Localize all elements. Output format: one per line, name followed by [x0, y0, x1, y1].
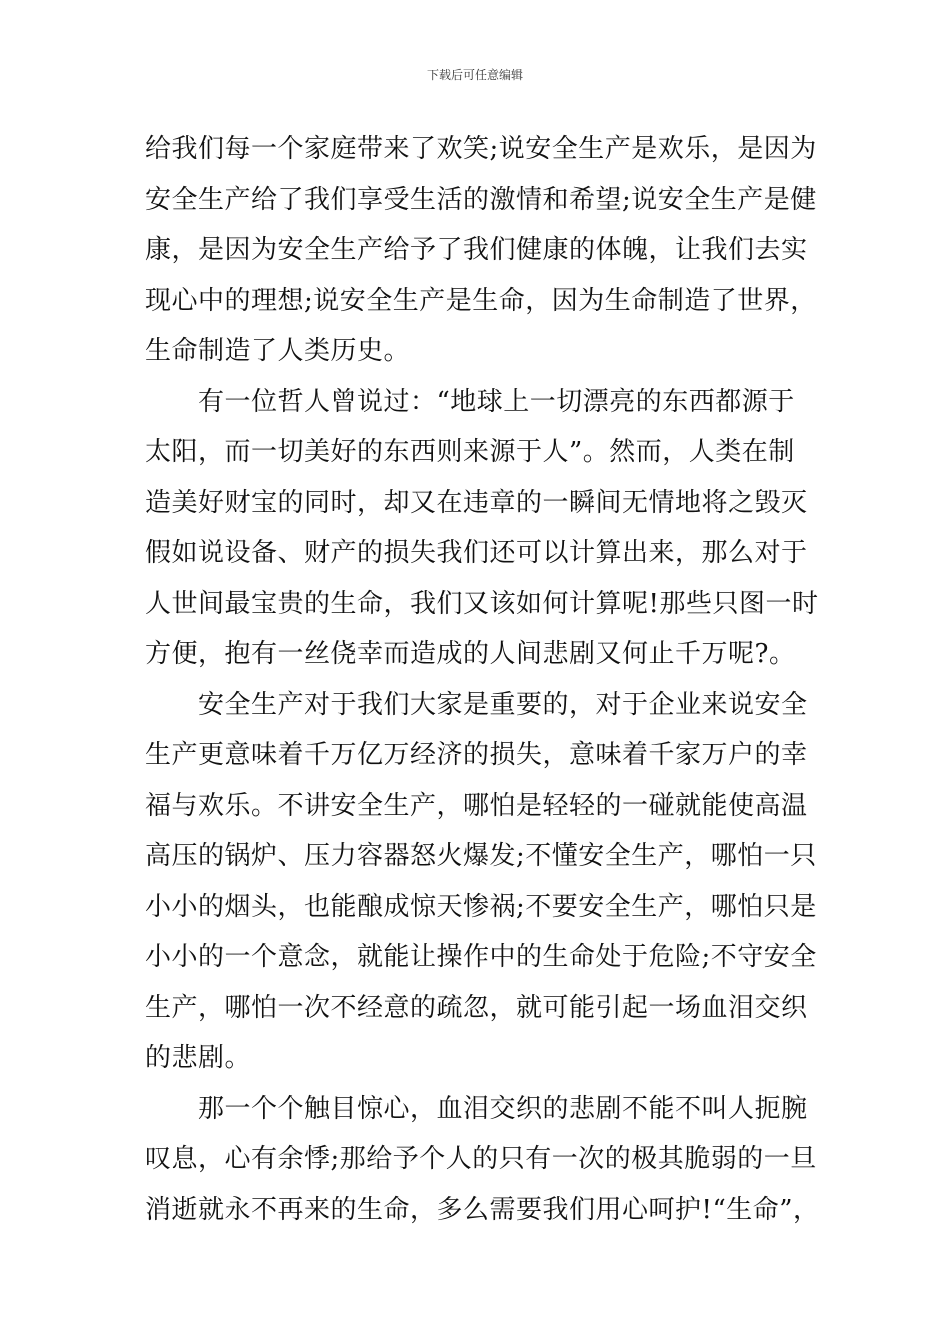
- text-line: 小小的一个意念，就能让操作中的生命处于危险;不守安全: [145, 942, 817, 972]
- text-line: 福与欢乐。不讲安全生产，哪怕是轻轻的一碰就能使高温: [145, 790, 808, 821]
- text-line: 生产，哪怕一次不经意的疏忽，就可能引起一场血泪交织: [145, 992, 808, 1023]
- paragraph: [145, 1084, 820, 1236]
- text-line: 的悲剧。: [145, 1043, 252, 1073]
- text-line: 康，是因为安全生产给予了我们健康的体魄，让我们去实: [145, 235, 808, 265]
- page-header: 下载后可任意编辑: [426, 68, 523, 82]
- text-line: 安全生产对于我们大家是重要的，对于企业来说安全: [198, 689, 808, 720]
- text-line: 那一个个触目惊心，血泪交织的悲剧不能不叫人扼腕: [198, 1093, 808, 1124]
- text-line: 现心中的理想;说安全生产是生命，因为生命制造了世界，: [145, 285, 817, 316]
- text-line: 生命制造了人类历史。: [145, 336, 411, 366]
- text-line: 安全生产给了我们享受生活的激情和希望;说安全生产是健: [145, 184, 817, 215]
- paragraph: [145, 680, 817, 1084]
- document-body: [145, 124, 820, 1235]
- text-line: 小小的烟头，也能酿成惊天惨祸;不要安全生产，哪怕只是: [145, 891, 817, 922]
- text-line: 太阳，而一切美好的东西则来源于人”。然而，人类在制: [145, 437, 795, 467]
- text-line: 造美好财宝的同时，却又在违章的一瞬间无情地将之毁灭: [145, 487, 808, 518]
- paragraph: [145, 124, 817, 377]
- text-line: 有一位哲人曾说过：“地球上一切漂亮的东西都源于: [198, 386, 795, 417]
- text-line: 人世间最宝贵的生命，我们又该如何计算呢!那些只图一时: [145, 588, 819, 619]
- text-line: 方便，抱有一丝侥幸而造成的人间悲剧又何止千万呢?。: [145, 639, 796, 669]
- text-line: 高压的锅炉、压力容器怒火爆发;不懂安全生产，哪怕一只: [145, 841, 817, 871]
- text-line: 消逝就永不再来的生命，多么需要我们用心呵护!“生命”，: [145, 1194, 820, 1225]
- text-line: 假如说设备、财产的损失我们还可以计算出来，那么对于: [145, 538, 808, 568]
- text-line: 给我们每一个家庭带来了欢笑;说安全生产是欢乐，是因为: [145, 134, 817, 164]
- text-line: 叹息，心有余悸;那给予个人的只有一次的极其脆弱的一旦: [145, 1144, 817, 1174]
- text-line: 生产更意味着千万亿万经济的损失，意味着千家万户的幸: [145, 740, 808, 770]
- paragraph: [145, 377, 819, 680]
